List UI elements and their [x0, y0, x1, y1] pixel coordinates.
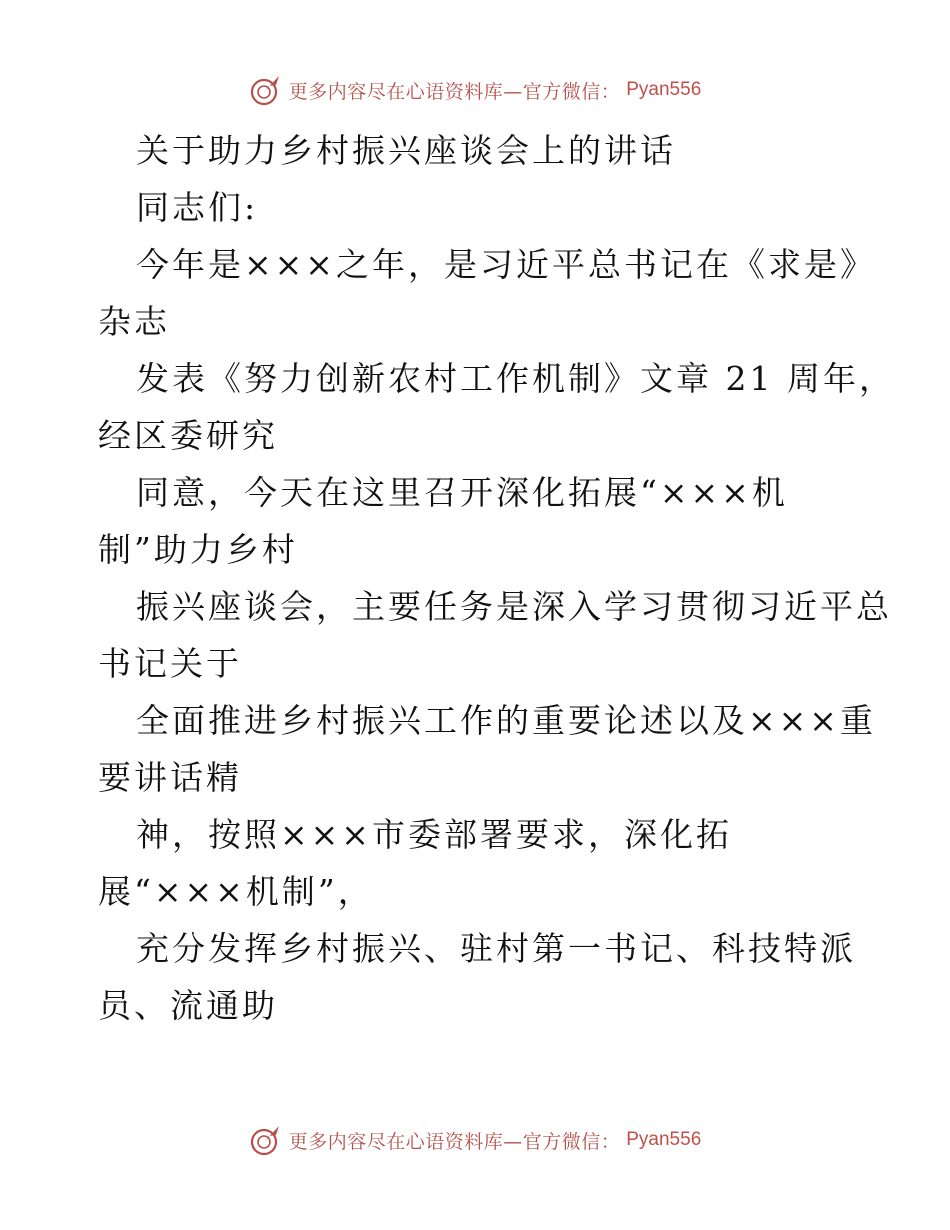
document-line: 展“×××机制”， — [98, 872, 374, 911]
footer-watermark-banner — [0, 1120, 950, 1160]
banner-text: 更多内容尽在心语资料库—官方微信： — [288, 80, 621, 103]
document-line: 制”助力乡村 — [98, 530, 298, 569]
document-line: 经区委研究 — [98, 416, 278, 455]
document-line: 要讲话精 — [98, 758, 242, 797]
banner-wechat-id: Pyan556 — [626, 79, 702, 100]
feather-quill-logo-icon — [249, 73, 283, 107]
document-line: 杂志 — [98, 302, 170, 341]
document-line: 书记关于 — [98, 644, 242, 683]
document-line: 振兴座谈会，主要任务是深入学习贯彻习近平总 — [136, 587, 892, 626]
document-line: 发表《努力创新农村工作机制》文章 21 周年， — [136, 359, 895, 398]
document-line: 神，按照×××市委部署要求，深化拓 — [136, 815, 732, 854]
document-line: 员、流通助 — [98, 986, 278, 1025]
document-line: 今年是×××之年，是习近平总书记在《求是》 — [136, 245, 876, 284]
document-line: 关于助力乡村振兴座谈会上的讲话 — [136, 131, 676, 170]
document-body — [98, 122, 895, 1034]
document-line: 同志们: — [136, 188, 259, 227]
document-line: 全面推进乡村振兴工作的重要论述以及×××重 — [136, 701, 876, 740]
header-watermark-banner — [0, 70, 950, 110]
document-line: 同意，今天在这里召开深化拓展“×××机 — [136, 473, 788, 512]
feather-quill-logo-icon — [249, 1123, 283, 1157]
banner-text: 更多内容尽在心语资料库—官方微信： — [288, 1130, 621, 1153]
banner-wechat-id: Pyan556 — [626, 1129, 702, 1150]
document-line: 充分发挥乡村振兴、驻村第一书记、科技特派 — [136, 929, 856, 968]
